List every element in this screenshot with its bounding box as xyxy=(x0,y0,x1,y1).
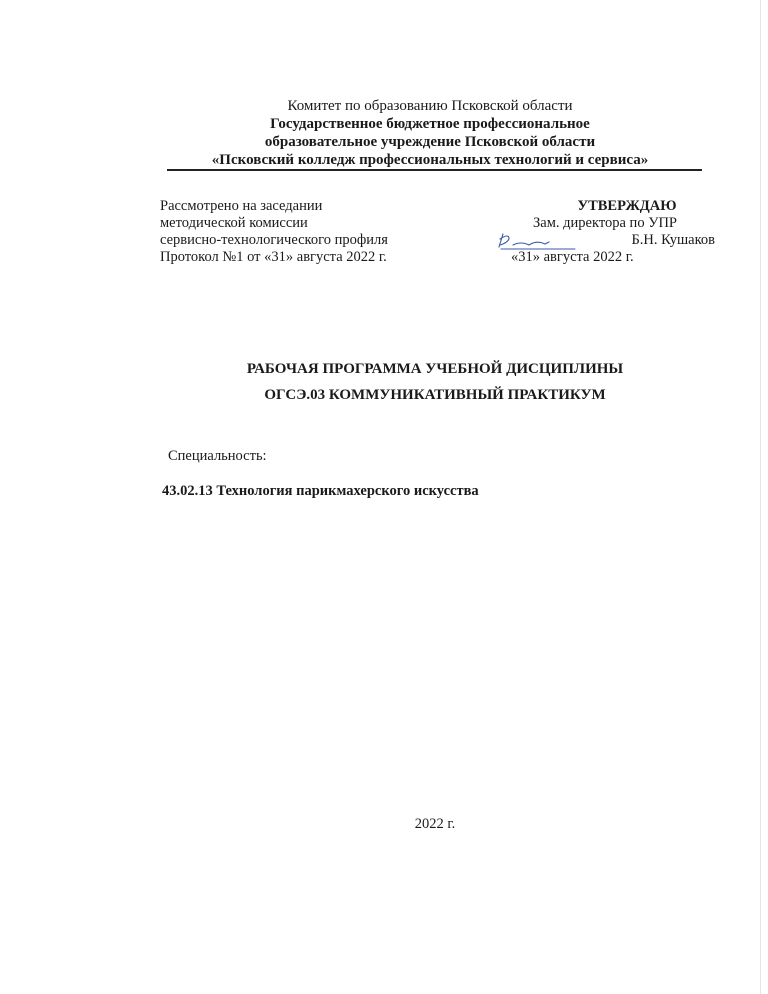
review-line-2: методической комиссии xyxy=(160,215,308,231)
approval-role: Зам. директора по УПР xyxy=(533,215,677,231)
header-divider xyxy=(167,169,702,171)
review-protocol: Протокол №1 от «31» августа 2022 г. xyxy=(160,249,387,265)
handwritten-signature xyxy=(497,230,617,252)
signature-row xyxy=(497,232,715,249)
approval-block xyxy=(497,198,715,266)
institution-line-2: образовательное учреждение Псковской области xyxy=(264,134,596,150)
approval-date: «31» августа 2022 г. xyxy=(511,249,634,265)
committee-line: Комитет по образованию Псковской области xyxy=(287,98,573,114)
document-title-line-2: ОГСЭ.03 КОММУНИКАТИВНЫЙ ПРАКТИКУМ xyxy=(264,387,606,403)
scan-edge xyxy=(760,0,761,994)
approval-title: УТВЕРЖДАЮ xyxy=(577,198,677,214)
document-title-line-1: РАБОЧАЯ ПРОГРАММА УЧЕБНОЙ ДИСЦИПЛИНЫ xyxy=(246,361,624,377)
document-year: 2022 г. xyxy=(414,816,456,832)
review-block xyxy=(160,198,388,266)
approver-name: Б.Н. Кушаков xyxy=(631,232,715,248)
college-name: «Псковский колледж профессиональных технологий и сервиса» xyxy=(211,152,649,168)
organization-header xyxy=(160,97,700,169)
specialty-value: 43.02.13 Технология парикмахерского искусства xyxy=(162,483,479,499)
specialty-label: Специальность: xyxy=(168,448,267,464)
review-line-3: сервисно-технологического профиля xyxy=(160,232,388,248)
review-line-1: Рассмотрено на заседании xyxy=(160,198,323,214)
institution-line-1: Государственное бюджетное профессиональное xyxy=(270,116,590,132)
document-title xyxy=(170,356,700,408)
